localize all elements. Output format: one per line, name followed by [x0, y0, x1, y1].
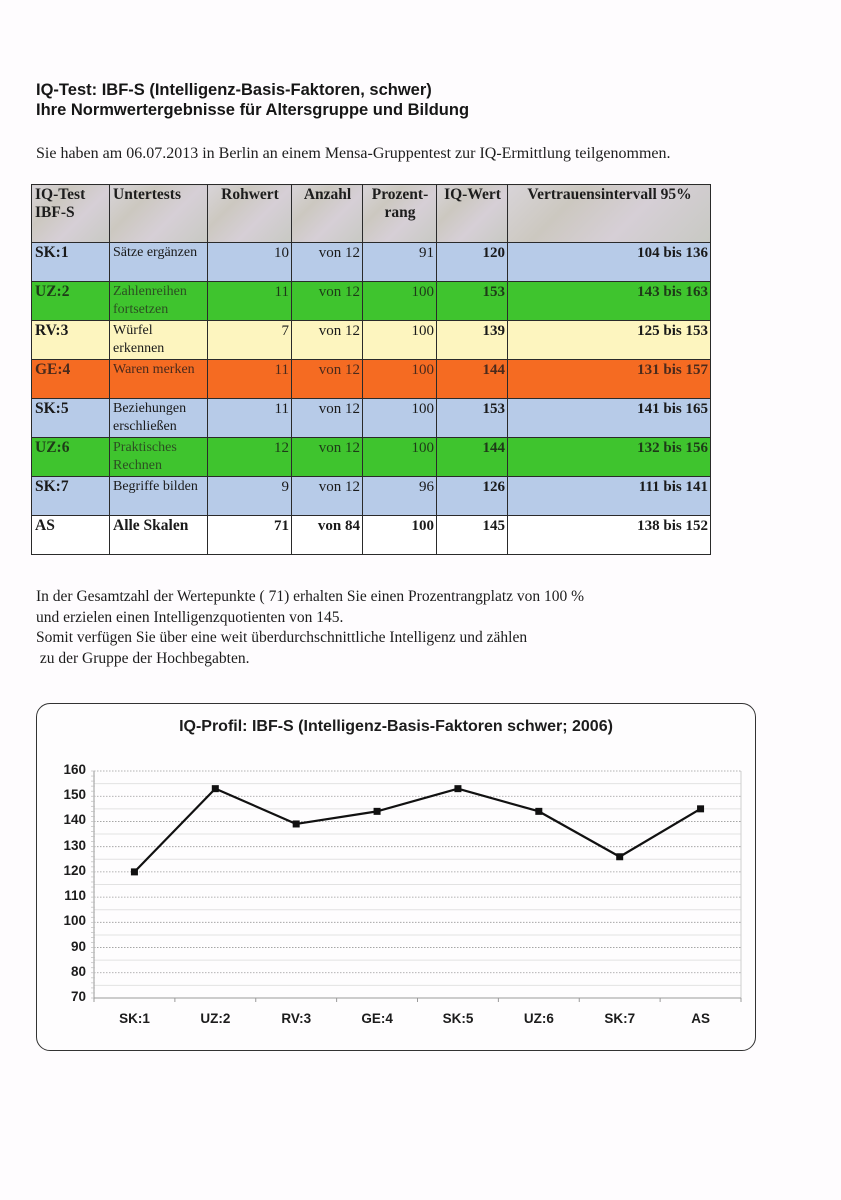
cell-iq: 144	[437, 438, 508, 477]
cell-anzahl: von 12	[292, 438, 363, 477]
cell-iq: 126	[437, 477, 508, 516]
cell-name: Waren merken	[110, 360, 208, 399]
y-tick-label: 130	[63, 837, 86, 853]
y-tick-label: 70	[70, 989, 86, 1004]
cell-iq: 153	[437, 399, 508, 438]
y-tick-label: 160	[63, 762, 86, 777]
cell-ci: 104 bis 136	[508, 243, 711, 282]
cell-iq: 153	[437, 282, 508, 321]
cell-ci: 131 bis 157	[508, 360, 711, 399]
summary-line-2: und erzielen einen Intelligenzquotienten von 145.	[36, 608, 344, 626]
cell-anzahl: von 12	[292, 399, 363, 438]
cell-rohwert: 7	[208, 321, 292, 360]
cell-code: GE:4	[32, 360, 110, 399]
cell-name: Alle Skalen	[110, 516, 208, 555]
table-header-row	[32, 185, 711, 243]
cell-code: SK:5	[32, 399, 110, 438]
cell-rohwert: 11	[208, 399, 292, 438]
cell-name: Praktisches Rechnen	[110, 438, 208, 477]
cell-iq: 144	[437, 360, 508, 399]
header-iq-wert: IQ-Wert	[437, 185, 508, 243]
table-row	[32, 438, 711, 477]
cell-prozentrang: 100	[363, 360, 437, 399]
cell-code: SK:1	[32, 243, 110, 282]
cell-ci: 125 bis 153	[508, 321, 711, 360]
y-tick-label: 90	[70, 938, 86, 954]
y-tick-label: 140	[63, 812, 86, 828]
cell-name: Beziehungen erschließen	[110, 399, 208, 438]
cell-code: UZ:6	[32, 438, 110, 477]
cell-rohwert: 9	[208, 477, 292, 516]
summary-text	[36, 587, 584, 669]
header-prozentrang	[363, 185, 437, 243]
cell-iq: 145	[437, 516, 508, 555]
cell-name: Sätze ergänzen	[110, 243, 208, 282]
page-title	[36, 80, 469, 120]
x-tick-label: AS	[691, 1011, 710, 1026]
summary-line-4: zu der Gruppe der Hochbegabten.	[36, 649, 250, 667]
line-series	[37, 704, 755, 1050]
cell-anzahl: von 12	[292, 243, 363, 282]
iq-profile-chart	[36, 703, 756, 1051]
header-prozentrang-line-1: Prozent-	[371, 186, 429, 203]
cell-code: RV:3	[32, 321, 110, 360]
cell-prozentrang: 100	[363, 438, 437, 477]
summary-line-3: Somit verfügen Sie über eine weit überdurchschnittliche Intelligenz und zählen	[36, 629, 528, 646]
cell-rohwert: 10	[208, 243, 292, 282]
intro-text: Sie haben am 06.07.2013 in Berlin an einem Mensa-Gruppentest zur IQ-Ermittlung teilgenommen.	[36, 145, 671, 162]
summary-line-1: In der Gesamtzahl der Wertepunkte ( 71) erhalten Sie einen Prozentrangplatz von 100 %	[36, 588, 585, 605]
cell-ci: 111 bis 141	[508, 477, 711, 516]
cell-prozentrang: 100	[363, 321, 437, 360]
page-title-line-1: IQ-Test: IBF-S (Intelligenz-Basis-Faktoren, schwer)	[36, 81, 432, 99]
table-row	[32, 360, 711, 399]
y-tick-label: 120	[63, 862, 86, 878]
table-row	[32, 282, 711, 321]
cell-anzahl: von 12	[292, 360, 363, 399]
table-row	[32, 477, 711, 516]
cell-rohwert: 11	[208, 282, 292, 321]
cell-name: Würfel erkennen	[110, 321, 208, 360]
cell-anzahl: von 12	[292, 477, 363, 516]
cell-anzahl: von 12	[292, 282, 363, 321]
cell-ci: 132 bis 156	[508, 438, 711, 477]
header-prozentrang-line-2: rang	[384, 204, 416, 221]
chart-title: IQ-Profil: IBF-S (Intelligenz-Basis-Faktoren schwer; 2006)	[179, 718, 613, 735]
cell-prozentrang: 96	[363, 477, 437, 516]
header-iq-test	[32, 185, 110, 243]
x-tick-label: SK:7	[604, 1011, 636, 1026]
table-row	[32, 399, 711, 438]
cell-anzahl: von 12	[292, 321, 363, 360]
page-title-line-2: Ihre Normwertergebnisse für Altersgruppe und Bildung	[36, 101, 470, 119]
header-untertests: Untertests	[110, 185, 208, 243]
cell-prozentrang: 100	[363, 399, 437, 438]
cell-name: Begriffe bilden	[110, 477, 208, 516]
cell-rohwert: 71	[208, 516, 292, 555]
y-tick-label: 150	[63, 787, 86, 803]
y-tick-label: 110	[64, 888, 86, 904]
cell-iq: 139	[437, 321, 508, 360]
header-iq-test-line-2: IBF-S	[35, 204, 75, 221]
cell-code: SK:7	[32, 477, 110, 516]
cell-code: AS	[32, 516, 110, 555]
cell-prozentrang: 100	[363, 516, 437, 555]
cell-name: Zahlenreihen fortsetzen	[110, 282, 208, 321]
x-tick-label: SK:5	[442, 1011, 474, 1026]
x-tick-label: UZ:2	[200, 1011, 231, 1026]
cell-ci: 138 bis 152	[508, 516, 711, 555]
results-table	[31, 184, 711, 555]
cell-rohwert: 12	[208, 438, 292, 477]
cell-ci: 143 bis 163	[508, 282, 711, 321]
cell-iq: 120	[437, 243, 508, 282]
table-row	[32, 243, 711, 282]
cell-ci: 141 bis 165	[508, 399, 711, 438]
table-row-total	[32, 516, 711, 555]
cell-anzahl: von 84	[292, 516, 363, 555]
y-tick-label: 100	[63, 913, 86, 929]
header-anzahl: Anzahl	[292, 185, 363, 243]
header-iq-test-line-1: IQ-Test	[35, 186, 86, 203]
y-tick-label: 80	[70, 963, 86, 979]
cell-prozentrang: 91	[363, 243, 437, 282]
cell-prozentrang: 100	[363, 282, 437, 321]
table-row	[32, 321, 711, 360]
cell-code: UZ:2	[32, 282, 110, 321]
x-tick-label: RV:3	[281, 1011, 312, 1026]
x-tick-label: UZ:6	[523, 1011, 554, 1026]
header-rohwert: Rohwert	[208, 185, 292, 243]
cell-rohwert: 11	[208, 360, 292, 399]
x-tick-label: GE:4	[361, 1011, 393, 1026]
x-tick-label: SK:1	[119, 1011, 150, 1026]
header-vertrauensintervall: Vertrauensintervall 95%	[508, 185, 711, 243]
